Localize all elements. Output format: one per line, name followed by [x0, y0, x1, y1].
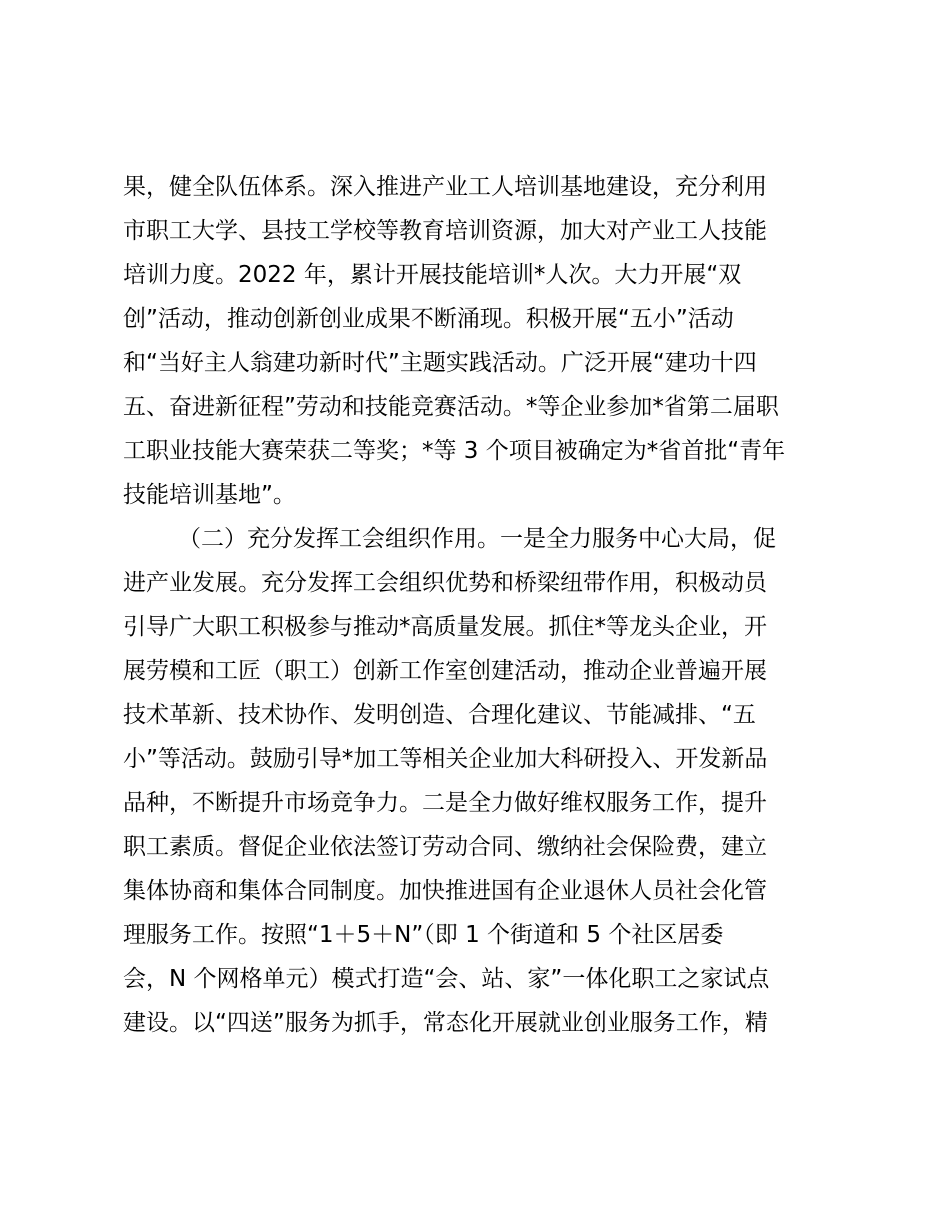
text-line: 和“当好主人翁建功新时代”主题实践活动。广泛开展“建功十四: [123, 350, 757, 376]
text-line: 技能培训基地”。: [123, 482, 296, 508]
text-line: 理服务工作。按照“1＋5＋N”（即 1 个街道和 5 个社区居委: [123, 922, 724, 948]
text-line: 职工素质。督促企业依法签订劳动合同、缴纳社会保险费，建立: [123, 834, 767, 860]
text-line: 小”等活动。鼓励引导*加工等相关企业加大科研投入、开发新品: [123, 746, 768, 772]
text-line: 品种，不断提升市场竞争力。二是全力做好维权服务工作，提升: [123, 790, 767, 816]
text-line: 展劳模和工匠（职工）创新工作室创建活动，推动企业普遍开展: [123, 658, 767, 684]
text-line: 建设。以“四送”服务为抓手，常态化开展就业创业服务工作，精: [123, 1010, 768, 1036]
text-line: 市职工大学、县技工学校等教育培训资源，加大对产业工人技能: [123, 218, 767, 244]
text-line: 集体协商和集体合同制度。加快推进国有企业退休人员社会化管: [123, 878, 767, 904]
text-line: 果，健全队伍体系。深入推进产业工人培训基地建设，充分利用: [123, 174, 767, 200]
text-line: 进产业发展。充分发挥工会组织优势和桥梁纽带作用，积极动员: [123, 570, 767, 596]
text-line: 工职业技能大赛荣获二等奖；*等 3 个项目被确定为*省首批“青年: [123, 438, 786, 464]
text-line: 引导广大职工积极参与推动*高质量发展。抓住*等龙头企业，开: [123, 614, 767, 640]
text-line: 技术革新、技术协作、发明创造、合理化建议、节能减排、“五: [123, 702, 756, 728]
section-heading-line: （二）充分发挥工会组织作用。一是全力服务中心大局，促: [178, 526, 776, 552]
text-line: 五、奋进新征程”劳动和技能竞赛活动。*等企业参加*省第二届职: [123, 394, 779, 420]
text-line: 会，N 个网格单元）模式打造“会、站、家”一体化职工之家试点: [123, 966, 770, 992]
text-line: 培训力度。2022 年，累计开展技能培训*人次。大力开展“双: [123, 262, 742, 288]
text-line: 创”活动，推动创新创业成果不断涌现。积极开展“五小”活动: [123, 306, 734, 332]
